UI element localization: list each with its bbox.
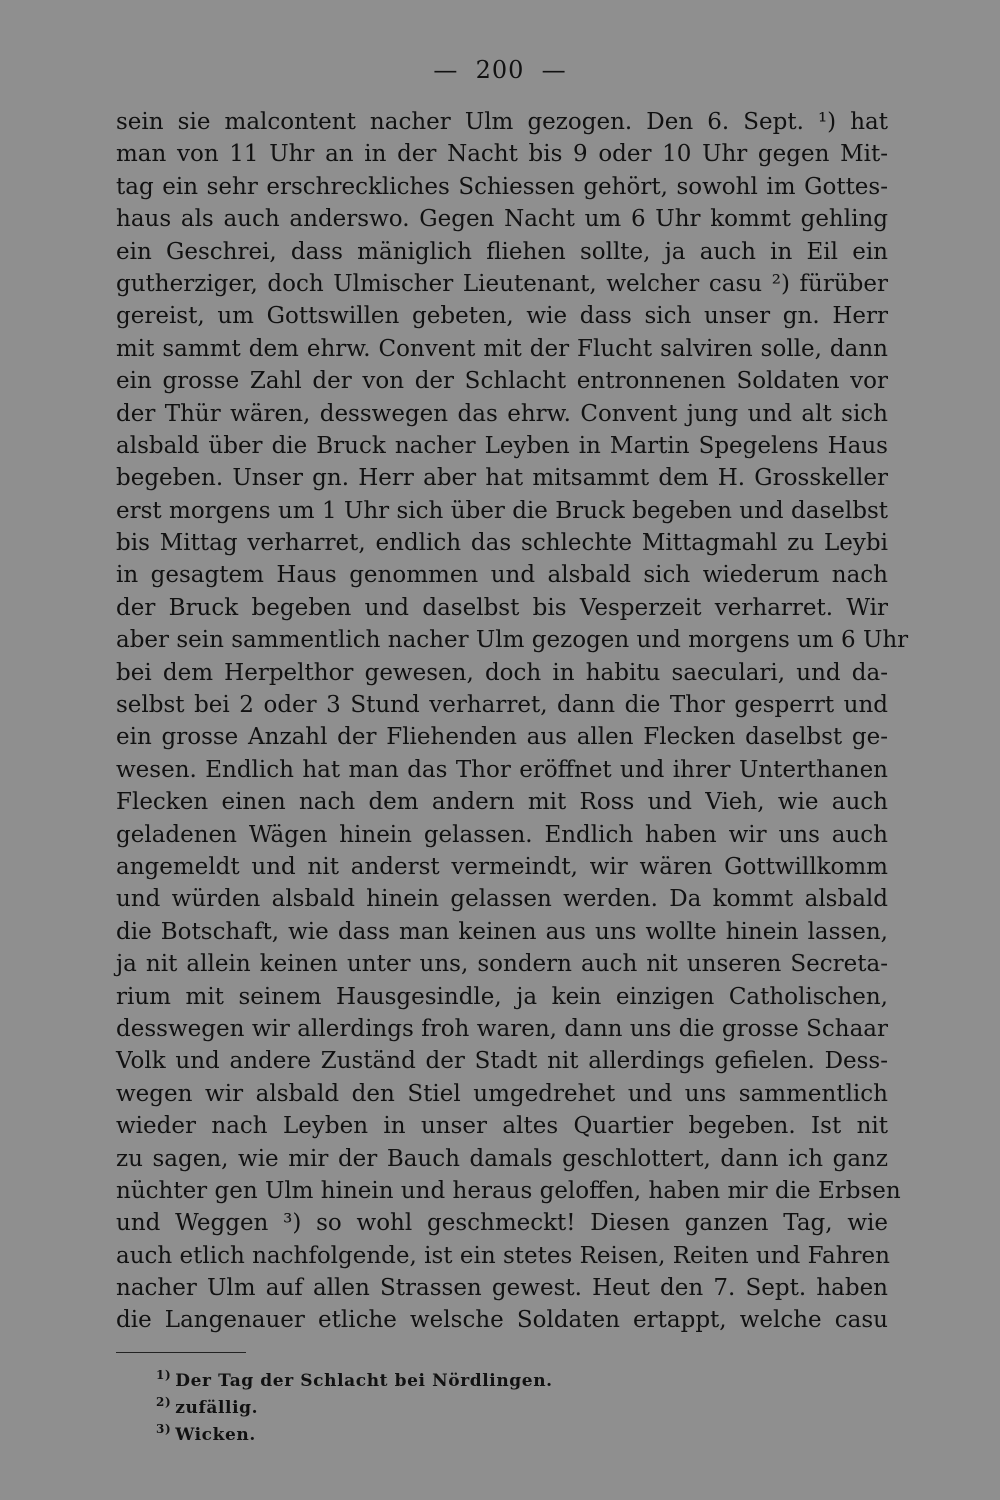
- text-line: nüchter gen Ulm hinein und heraus geloffen, haben mir die Erbsen: [116, 1177, 901, 1204]
- text-line: der Thür wären, desswegen das ehrw. Convent jung und alt sich: [116, 400, 888, 427]
- text-line: mit sammt dem ehrw. Convent mit der Flucht salviren solle, dann: [116, 335, 888, 362]
- text-line: gutherziger, doch Ulmischer Lieutenant, welcher casu ²) fürüber: [116, 270, 888, 297]
- footnote-text: Wicken.: [175, 1425, 256, 1445]
- footnote-text: zufällig.: [175, 1398, 259, 1418]
- text-line: die Botschaft, wie dass man keinen aus uns wollte hinein lassen,: [116, 918, 888, 945]
- footnote-text: Der Tag der Schlacht bei Nördlingen.: [175, 1371, 553, 1391]
- text-line: auch etlich nachfolgende, ist ein stetes Reisen, Reiten und Fahren: [116, 1242, 890, 1269]
- text-line: erst morgens um 1 Uhr sich über die Bruck begeben und daselbst: [116, 497, 888, 524]
- text-line: in gesagtem Haus genommen und alsbald sich wiederum nach: [116, 562, 888, 589]
- text-line: sein sie malcontent nacher Ulm gezogen. Den 6. Sept. ¹) hat: [116, 109, 888, 135]
- text-line: ein grosse Zahl der von der Schlacht entronnenen Soldaten vor: [116, 368, 888, 395]
- text-line: begeben. Unser gn. Herr aber hat mitsammt dem H. Grosskeller: [116, 465, 888, 492]
- footnote: [156, 1395, 856, 1422]
- text-line: haus als auch anderswo. Gegen Nacht um 6 Uhr kommt gehling: [116, 206, 888, 233]
- text-line: geladenen Wägen hinein gelassen. Endlich haben wir uns auch: [116, 821, 888, 848]
- text-line: wieder nach Leyben in unser altes Quartier begeben. Ist nit: [116, 1113, 888, 1140]
- text-line: ein grosse Anzahl der Fliehenden aus allen Flecken daselbst ge-: [116, 724, 888, 751]
- text-line: ja nit allein keinen unter uns, sondern auch nit unseren Secreta-: [116, 951, 888, 978]
- text-line: angemeldt und nit anderst vermeindt, wir wären Gottwillkomm: [116, 853, 888, 880]
- footnote-number: 1): [156, 1368, 172, 1383]
- text-line: ein Geschrei, dass mäniglich fliehen sollte, ja auch in Eil ein: [116, 238, 888, 265]
- text-line: gereist, um Gottswillen gebeten, wie dass sich unser gn. Herr: [116, 303, 888, 330]
- body-text: [116, 106, 909, 1337]
- page-number: — 200 —: [433, 56, 567, 84]
- text-line: desswegen wir allerdings froh waren, dann uns die grosse Schaar: [116, 1015, 888, 1042]
- text-line: wesen. Endlich hat man das Thor eröffnet und ihrer Unterthanen: [116, 756, 888, 783]
- text-line: wegen wir alsbald den Stiel umgedrehet und uns sammentlich: [116, 1080, 888, 1107]
- footnotes: [156, 1368, 856, 1449]
- text-line: Flecken einen nach dem andern mit Ross und Vieh, wie auch: [116, 789, 888, 816]
- footnote-divider: [116, 1352, 246, 1353]
- text-line: und würden alsbald hinein gelassen werden. Da kommt alsbald: [116, 886, 888, 913]
- footnote-number: 3): [156, 1422, 172, 1437]
- text-line: der Bruck begeben und daselbst bis Vesperzeit verharret. Wir: [116, 594, 888, 621]
- text-line: und Weggen ³) so wohl geschmeckt! Diesen ganzen Tag, wie: [116, 1210, 888, 1237]
- text-line: zu sagen, wie mir der Bauch damals geschlottert, dann ich ganz: [116, 1145, 888, 1172]
- text-line: die Langenauer etliche welsche Soldaten ertappt, welche casu: [116, 1307, 888, 1334]
- footnote-number: 2): [156, 1395, 172, 1410]
- footnote: [156, 1368, 856, 1395]
- text-line: nacher Ulm auf allen Strassen gewest. Heut den 7. Sept. haben: [116, 1275, 888, 1302]
- text-line: tag ein sehr erschreckliches Schiessen gehört, sowohl im Gottes-: [116, 173, 888, 200]
- text-line: man von 11 Uhr an in der Nacht bis 9 oder 10 Uhr gegen Mit-: [116, 141, 888, 168]
- text-line: bis Mittag verharret, endlich das schlechte Mittagmahl zu Leybi: [116, 530, 888, 557]
- text-line: selbst bei 2 oder 3 Stund verharret, dann die Thor gesperrt und: [116, 692, 888, 719]
- text-line: aber sein sammentlich nacher Ulm gezogen und morgens um 6 Uhr: [116, 627, 909, 654]
- text-line: Volk und andere Zuständ der Stadt nit allerdings gefielen. Dess-: [116, 1048, 888, 1075]
- text-line: alsbald über die Bruck nacher Leyben in Martin Spegelens Haus: [116, 432, 888, 459]
- text-line: bei dem Herpelthor gewesen, doch in habitu saeculari, und da-: [116, 659, 888, 686]
- text-line: rium mit seinem Hausgesindle, ja kein einzigen Catholischen,: [116, 983, 888, 1010]
- footnote: [156, 1422, 856, 1449]
